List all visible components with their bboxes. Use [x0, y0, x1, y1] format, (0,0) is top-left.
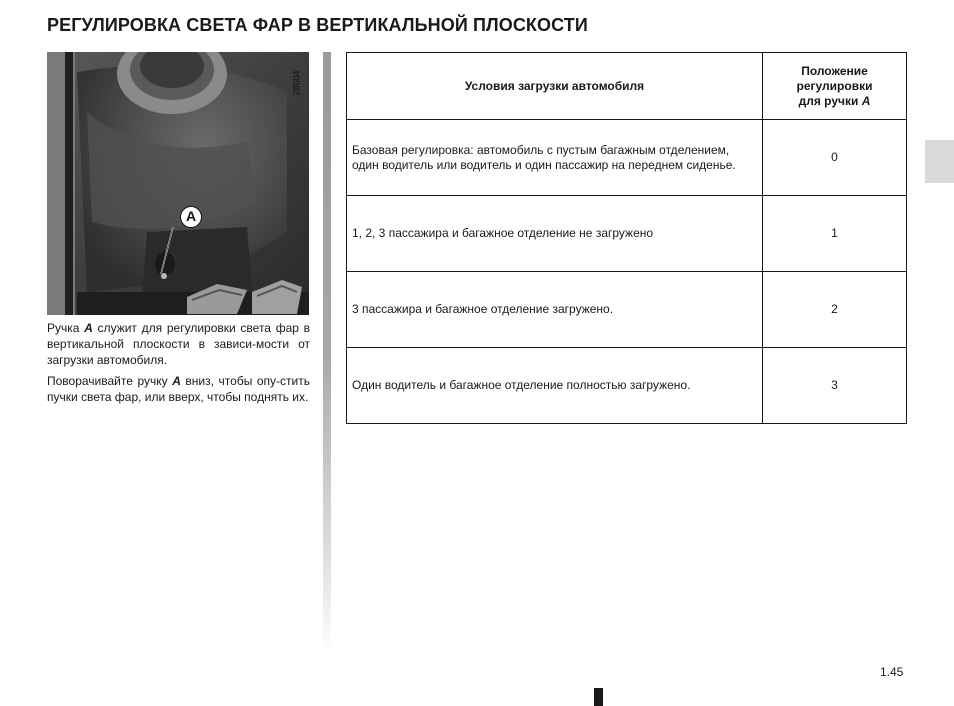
header-position-line2: регулировки — [796, 78, 873, 93]
row-condition: 3 пассажира и багажное отделение загружено. — [347, 272, 763, 348]
handle-a-label: A — [180, 206, 202, 228]
row-condition: 1, 2, 3 пассажира и багажное отделение не загружено — [347, 196, 763, 272]
handle-description — [47, 320, 310, 368]
page-title: РЕГУЛИРОВКА СВЕТА ФАР В ВЕРТИКАЛЬНОЙ ПЛОСКОСТИ — [47, 15, 588, 35]
p2-text-start: Поворачивайте ручку — [47, 374, 173, 388]
photo-reference-code — [288, 60, 306, 106]
load-settings-table — [346, 52, 907, 424]
p1-text-end: служит для регулировки света фар в вертикальной плоскости в зависи-мости от загрузки автомобиля. — [47, 321, 311, 367]
table-row — [347, 196, 907, 272]
p2-text-end: вниз, чтобы опу-стить пучки света фар, или вверх, чтобы поднять их. — [47, 374, 310, 404]
photo-code-text: 28004 — [292, 70, 302, 96]
table-row — [347, 348, 907, 424]
bottom-edge-mark — [594, 688, 603, 706]
p1-handle-letter: A — [84, 321, 93, 335]
row-condition: Один водитель и багажное отделение полностью загружено. — [347, 348, 763, 424]
dashboard-photo-illustration — [47, 52, 309, 315]
page-number: 1.45 — [880, 665, 904, 679]
dashboard-photo — [47, 52, 309, 315]
section-tab-marker — [925, 140, 954, 183]
column-divider — [323, 52, 331, 652]
row-position: 3 — [763, 348, 907, 424]
p1-text-start: Ручка — [47, 321, 85, 335]
header-condition: Условия загрузки автомобиля — [347, 53, 763, 120]
row-position: 2 — [763, 272, 907, 348]
row-condition: Базовая регулировка: автомобиль с пустым багажным отделением, один водитель или водитель и один пассажир на переднем сиденье. — [347, 120, 763, 196]
p2-handle-letter: A — [172, 374, 181, 388]
header-position — [763, 53, 907, 120]
table-row — [347, 272, 907, 348]
header-position-line3: для ручки — [798, 93, 862, 108]
table-header-row — [347, 53, 907, 120]
handle-instruction — [47, 373, 310, 405]
row-position: 0 — [763, 120, 907, 196]
table-row — [347, 120, 907, 196]
row-position: 1 — [763, 196, 907, 272]
header-position-line1: Положение — [801, 63, 868, 78]
header-position-letter: A — [861, 93, 871, 108]
